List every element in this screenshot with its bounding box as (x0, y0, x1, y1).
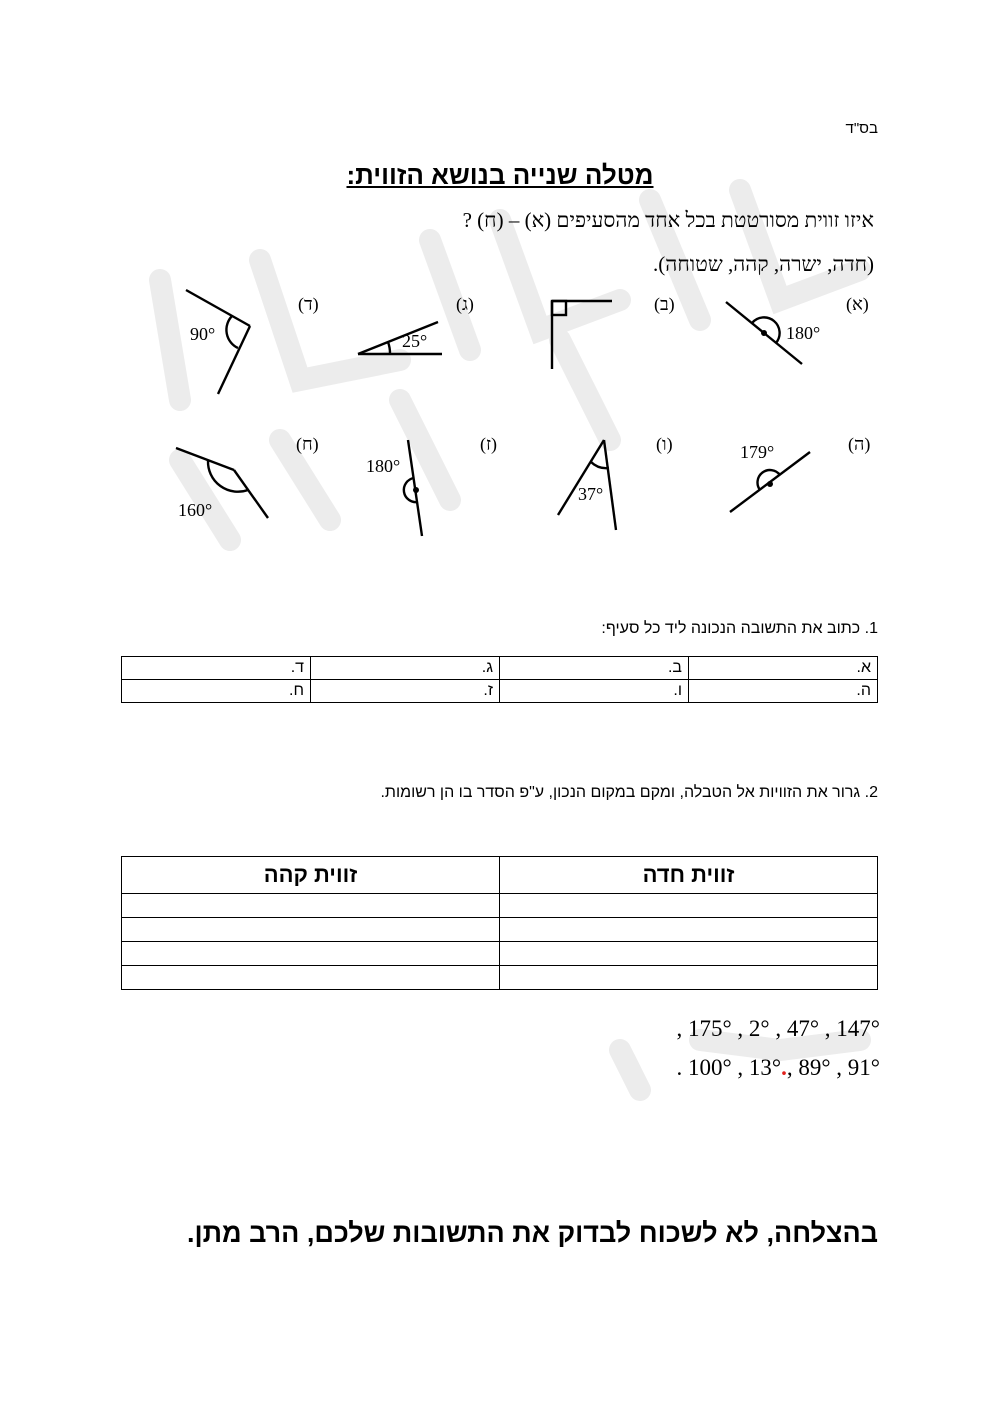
angle-values-part-a[interactable]: . 100° , 13° (676, 1055, 782, 1080)
figure-label-a: (א) (846, 294, 869, 314)
table-row (122, 942, 878, 966)
degree-label-ch: 160° (178, 500, 213, 520)
figure-a-vertex (761, 330, 767, 336)
answer-cell[interactable]: ז. (311, 680, 500, 703)
figure-ch-ray1 (176, 448, 234, 470)
classification-table (121, 856, 878, 990)
degree-label-d: 90° (190, 324, 216, 344)
question-line-1: איזו זווית מסורטטת בכל אחד מהסעיפים (א) – (ח) ? (462, 208, 874, 232)
degree-label-v: 37° (578, 484, 604, 504)
drop-cell-acute[interactable] (500, 894, 878, 918)
degree-label-z: 180° (366, 456, 401, 476)
angle-values-line-1[interactable]: , 175° , 2° , 47° , 147° (676, 1016, 880, 1041)
answer-cell[interactable]: א. (689, 657, 878, 680)
figure-z-vertex (413, 487, 419, 493)
degree-label-h: 179° (740, 442, 775, 462)
page-title: מטלה שנייה בנושא הזווית: (346, 160, 654, 190)
drop-cell-obtuse[interactable] (122, 894, 500, 918)
answer-cell[interactable]: ח. (122, 680, 311, 703)
degree-label-g: 25° (402, 331, 428, 351)
angle-values-part-b[interactable]: , 89° , 91° (786, 1055, 880, 1080)
angle-values-line-2[interactable] (676, 1055, 880, 1081)
question-line-2: (חדה, ישרה, קהה, שטוחה). (653, 252, 874, 276)
degree-label-a: 180° (786, 323, 821, 343)
closing-message: בהצלחה, לא לשכוח לבדוק את התשובות שלכם, הרב מתן. (186, 1218, 878, 1248)
drop-cell-obtuse[interactable] (122, 966, 500, 990)
figure-label-v: (ו) (656, 434, 673, 454)
figure-ch-arc (208, 461, 248, 492)
drop-cell-obtuse[interactable] (122, 942, 500, 966)
red-dot-marker: . (781, 1055, 787, 1080)
table-row (122, 657, 878, 680)
figure-a-arc (752, 317, 780, 343)
figure-d-ray2 (218, 326, 250, 394)
header-acute: זווית חדה (500, 857, 878, 894)
figure-v-ray2 (604, 440, 616, 530)
header-obtuse: זווית קהה (122, 857, 500, 894)
table-row (122, 918, 878, 942)
answer-cell[interactable]: ד. (122, 657, 311, 680)
drop-cell-acute[interactable] (500, 942, 878, 966)
figure-g-arc (388, 342, 390, 354)
drop-cell-obtuse[interactable] (122, 918, 500, 942)
figure-label-d: (ד) (298, 294, 319, 314)
figure-h-arc (758, 470, 780, 490)
drop-cell-acute[interactable] (500, 966, 878, 990)
answer-cell[interactable]: ה. (689, 680, 878, 703)
drop-cell-acute[interactable] (500, 918, 878, 942)
answer-cell[interactable]: ב. (500, 657, 689, 680)
figure-label-h: (ה) (848, 434, 871, 454)
figure-b-square (552, 301, 566, 315)
header-mark: בס"ד (845, 120, 878, 137)
answer-cell[interactable]: ו. (500, 680, 689, 703)
figure-ch-ray2 (234, 470, 268, 518)
figure-d-ray1 (186, 290, 250, 326)
answer-cell[interactable]: ג. (311, 657, 500, 680)
table-header-row (122, 857, 878, 894)
figure-label-z: (ז) (480, 434, 498, 454)
task1-instruction: 1. כתוב את התשובה הנכונה ליד כל סעיף: (601, 620, 878, 637)
task2-instruction: 2. גרור את הזוויות אל הטבלה, ומקם במקום הנכון, ע"פ הסדר בו הן רשומות. (380, 784, 878, 801)
figure-label-g: (ג) (456, 294, 474, 314)
table-row (122, 894, 878, 918)
figure-label-ch: (ח) (296, 434, 319, 454)
figure-h-vertex (767, 481, 773, 487)
table-row (122, 966, 878, 990)
figure-d-arc (226, 316, 238, 348)
answer-table (121, 656, 878, 703)
figure-label-b: (ב) (654, 294, 675, 314)
table-row (122, 680, 878, 703)
